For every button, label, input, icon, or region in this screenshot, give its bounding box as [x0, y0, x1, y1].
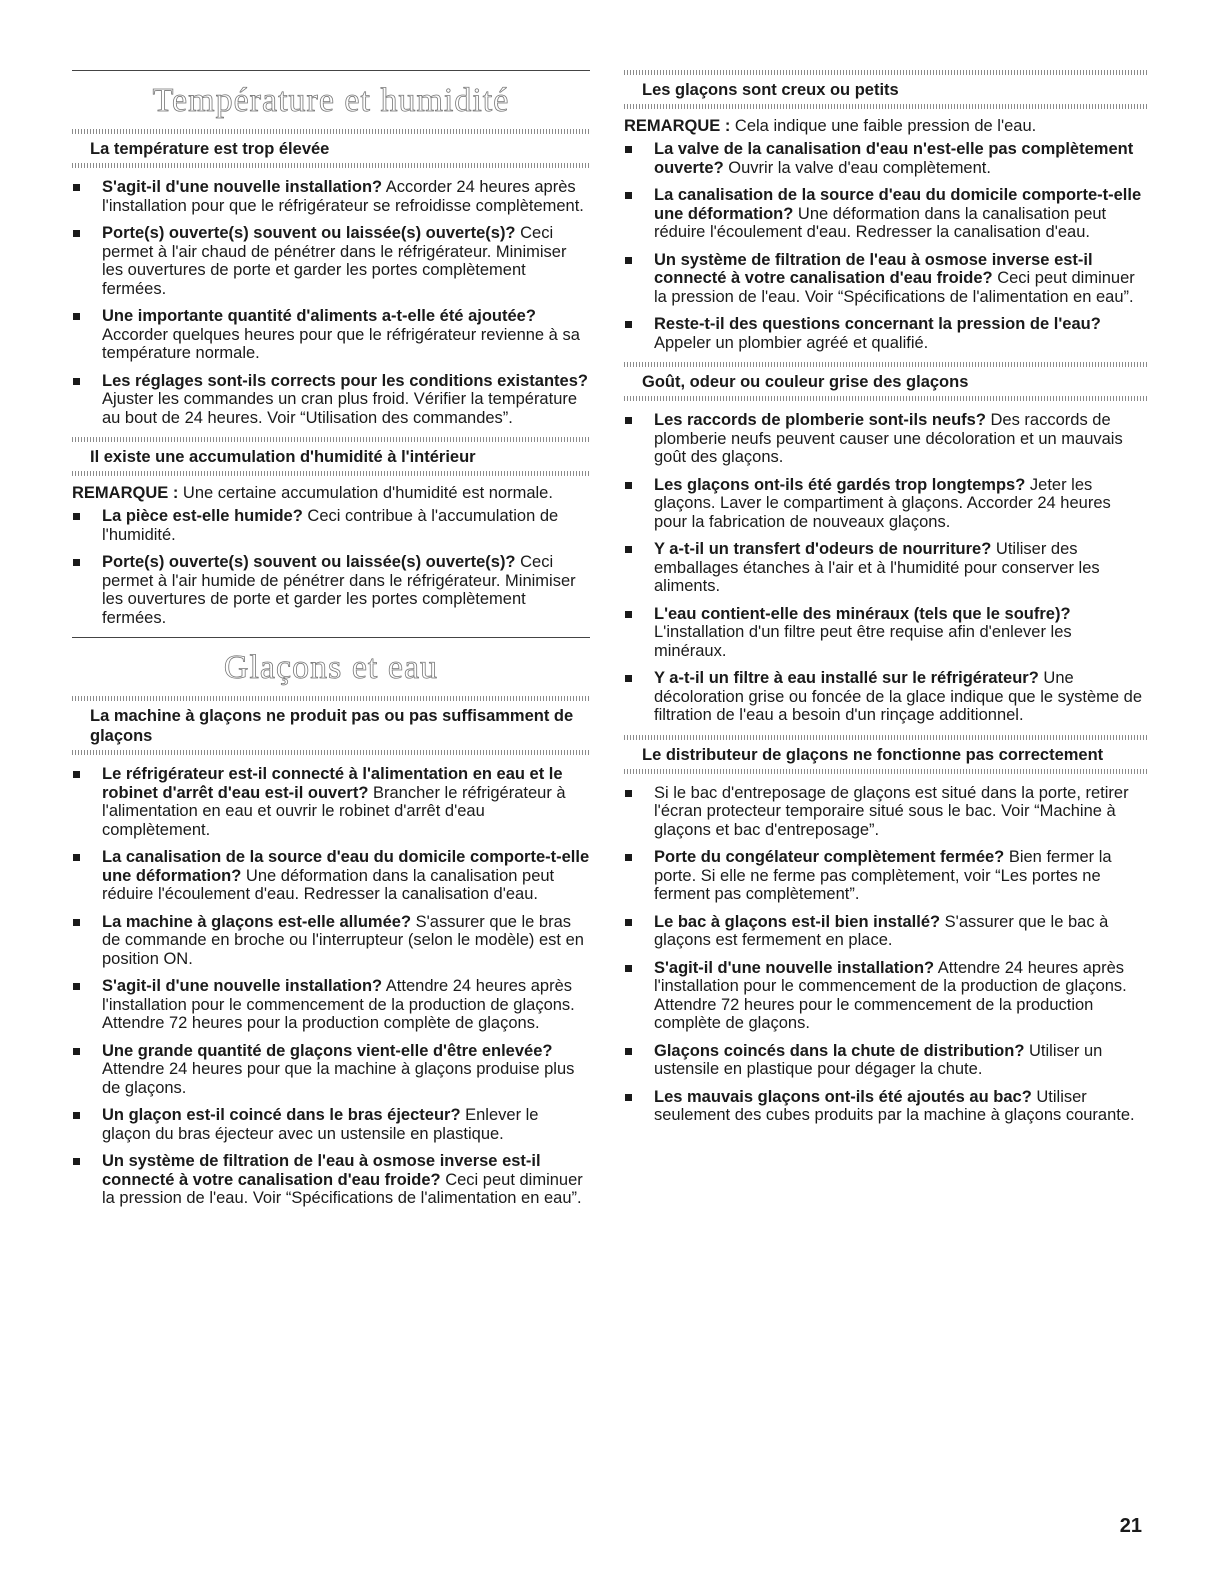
list-item — [72, 1106, 590, 1143]
subsection-hollow — [624, 70, 1148, 352]
item-question: Le bac à glaçons est-il bien installé? — [654, 912, 941, 931]
item-question: Les mauvais glaçons ont-ils été ajoutés au bac? — [654, 1087, 1032, 1106]
list-item — [624, 186, 1148, 242]
note-text: Une certaine accumulation d'humidité est normale. — [178, 484, 553, 502]
item-list — [72, 178, 590, 427]
item-list — [624, 784, 1148, 1125]
item-question: Les raccords de plomberie sont-ils neufs? — [654, 411, 986, 429]
list-item — [72, 1152, 590, 1208]
item-question: La valve de la canalisation d'eau n'est-elle pas complètement ouverte? — [654, 140, 1134, 177]
item-answer: Utiliser des emballages étanches à l'air et à l'humidité pour conserver les aliments. — [654, 540, 1100, 595]
subsection-heading: La machine à glaçons ne produit pas ou pas suffisamment de glaçons — [90, 707, 574, 745]
list-item — [72, 507, 590, 544]
item-question: Porte du congélateur complètement fermée? — [654, 848, 1005, 866]
item-list — [624, 411, 1148, 725]
note — [624, 117, 1148, 136]
item-answer: S'assurer que le bac à glaçons est fermement en place. — [654, 912, 1109, 949]
item-question: S'agit-il d'une nouvelle installation? — [654, 958, 935, 977]
item-answer: Une décoloration grise ou foncée de la glace indique que le système de filtration de l'eau a besoin d'un rinçage additionnel. — [654, 669, 1142, 724]
list-item — [624, 251, 1148, 307]
list-item — [624, 605, 1148, 661]
list-item — [72, 1042, 590, 1098]
subsection-humidity — [72, 437, 590, 627]
item-answer: Accorder 24 heures après l'installation pour que le réfrigérateur se refroidisse complètement. — [102, 178, 584, 215]
item-question: La pièce est-elle humide? — [102, 507, 303, 525]
item-question: Glaçons coincés dans la chute de distribution? — [654, 1041, 1025, 1060]
list-item — [624, 784, 1148, 840]
item-answer: Ouvrir la valve d'eau complètement. — [723, 158, 991, 177]
list-item — [72, 224, 590, 298]
list-item — [624, 315, 1148, 352]
item-answer: Des raccords de plomberie neufs peuvent causer une décoloration et un mauvais goût des glaçons. — [654, 411, 1123, 466]
subsection-heading: La température est trop élevée — [90, 140, 330, 158]
list-item — [624, 540, 1148, 596]
subsection-heading: Le distributeur de glaçons ne fonctionne pas correctement — [642, 745, 1104, 764]
item-question: S'agit-il d'une nouvelle installation? — [102, 977, 383, 995]
item-answer: Bien fermer la porte. Si elle ne ferme pas complètement, voir “Les portes ne ferment pas complètement”. — [654, 848, 1112, 903]
item-question: Porte(s) ouverte(s) souvent ou laissée(s) ouverte(s)? — [102, 224, 516, 242]
item-question: Un système de filtration de l'eau à osmose inverse est-il connecté à votre canalisation d'eau froide? — [102, 1152, 541, 1189]
list-item — [72, 372, 590, 428]
item-answer: Une déformation dans la canalisation peut réduire l'écoulement d'eau. Redresser la canalisation d'eau. — [654, 204, 1107, 241]
item-answer: Ceci contribue à l'accumulation de l'humidité. — [102, 507, 559, 544]
item-question: Une importante quantité d'aliments a-t-elle été ajoutée? — [102, 307, 536, 325]
section-title-ice: Glaçons et eau — [223, 649, 439, 686]
item-answer: Une déformation dans la canalisation peut réduire l'écoulement d'eau. Redresser la canalisation d'eau. — [102, 866, 555, 903]
item-question: Un système de filtration de l'eau à osmose inverse est-il connecté à votre canalisation d'eau froide? — [654, 250, 1093, 287]
list-item — [72, 553, 590, 627]
page-number: 21 — [1119, 1515, 1142, 1537]
item-answer: Utiliser seulement des cubes produits par la machine à glaçons courante. — [654, 1087, 1135, 1124]
item-list — [72, 765, 590, 1208]
list-item — [72, 977, 590, 1033]
item-question: La canalisation de la source d'eau du domicile comporte-t-elle une déformation? — [102, 848, 590, 885]
item-answer: Si le bac d'entreposage de glaçons est situé dans la porte, retirer l'écran protecteur temporaire situé sous le bac. Voir “Machine à glaçons et bac d'entreposage”. — [654, 783, 1129, 839]
list-item — [624, 848, 1148, 904]
subsection-heading: Les glaçons sont creux ou petits — [642, 81, 899, 99]
subsection-high-temp — [72, 129, 590, 427]
item-answer: Utiliser un ustensile en plastique pour dégager la chute. — [654, 1041, 1103, 1078]
item-question: La canalisation de la source d'eau du domicile comporte-t-elle une déformation? — [654, 186, 1142, 223]
subsection-taste — [624, 362, 1148, 725]
item-answer: Accorder quelques heures pour que le réfrigérateur revienne à sa température normale. — [102, 325, 580, 362]
section-title-temperature: Température et humidité — [152, 82, 510, 119]
item-answer: Attendre 24 heures après l'installation pour le commencement de la production de glaçons. Attendre 72 heures pour la production complète de glaçons. — [102, 977, 575, 1032]
list-item — [72, 913, 590, 969]
item-list — [624, 140, 1148, 352]
list-item — [72, 765, 590, 839]
item-answer: Ceci peut diminuer la pression de l'eau. Voir “Spécifications de l'alimentation en eau”. — [102, 1170, 583, 1207]
subsection-not-enough-ice — [72, 696, 590, 1208]
item-question: Une grande quantité de glaçons vient-elle d'être enlevée? — [102, 1041, 553, 1060]
item-question: Le réfrigérateur est-il connecté à l'alimentation en eau et le robinet d'arrêt d'eau est-il ouvert? — [102, 765, 563, 802]
note-label: REMARQUE : — [624, 117, 731, 135]
subsection-heading: Goût, odeur ou couleur grise des glaçons — [642, 373, 969, 391]
list-item — [624, 1042, 1148, 1079]
list-item — [624, 959, 1148, 1033]
item-answer: Appeler un plombier agréé et qualifié. — [654, 333, 929, 352]
right-column — [624, 70, 1148, 1135]
list-item — [72, 848, 590, 904]
item-answer: Attendre 24 heures pour que la machine à glaçons produise plus de glaçons. — [102, 1060, 575, 1097]
note — [72, 484, 590, 503]
item-question: Les glaçons ont-ils été gardés trop longtemps? — [654, 475, 1026, 494]
item-question: Reste-t-il des questions concernant la pression de l'eau? — [654, 315, 1101, 333]
list-item — [72, 178, 590, 215]
left-column — [72, 70, 590, 1218]
item-question: L'eau contient-elle des minéraux (tels que le soufre)? — [654, 604, 1071, 623]
item-answer: Ceci permet à l'air humide de pénétrer dans le réfrigérateur. Minimiser les ouvertures de porte et garder les portes complètement fermées. — [102, 553, 576, 627]
section-rule — [72, 637, 590, 638]
section-rule — [72, 70, 590, 71]
item-question: Y a-t-il un transfert d'odeurs de nourriture? — [654, 540, 992, 558]
item-answer: Ajuster les commandes un cran plus froid. Vérifier la température au bout de 24 heures. Voir “Utilisation des commandes”. — [102, 390, 578, 427]
item-answer: Brancher le réfrigérateur à l'alimentation en eau et ouvrir le robinet d'arrêt d'eau complètement. — [102, 783, 566, 839]
item-answer: Ceci peut diminuer la pression de l'eau. Voir “Spécifications de l'alimentation en eau”. — [654, 269, 1135, 306]
item-answer: Ceci permet à l'air chaud de pénétrer dans le réfrigérateur. Minimiser les ouvertures de porte et garder les portes complètement fermées. — [102, 224, 567, 298]
item-question: Porte(s) ouverte(s) souvent ou laissée(s) ouverte(s)? — [102, 553, 516, 571]
note-text: Cela indique une faible pression de l'eau. — [730, 117, 1037, 135]
list-item — [624, 411, 1148, 467]
item-question: S'agit-il d'une nouvelle installation? — [102, 178, 383, 196]
item-question: Y a-t-il un filtre à eau installé sur le réfrigérateur? — [654, 669, 1039, 687]
note-label: REMARQUE : — [72, 484, 179, 502]
list-item — [624, 913, 1148, 950]
item-list — [72, 507, 590, 627]
list-item — [624, 669, 1148, 725]
item-question: Un glaçon est-il coincé dans le bras éjecteur? — [102, 1106, 461, 1124]
item-answer: L'installation d'un filtre peut être requise afin d'enlever les minéraux. — [654, 623, 1072, 660]
item-question: Les réglages sont-ils corrects pour les conditions existantes? — [102, 371, 588, 390]
item-answer: Enlever le glaçon du bras éjecteur avec un ustensile en plastique. — [102, 1106, 539, 1143]
item-answer: S'assurer que le bras de commande en broche ou l'interrupteur (selon le modèle) est en position ON. — [102, 912, 584, 968]
subsection-dispenser — [624, 735, 1148, 1125]
list-item — [624, 1088, 1148, 1125]
list-item — [624, 476, 1148, 532]
list-item — [624, 140, 1148, 177]
subsection-heading: Il existe une accumulation d'humidité à l'intérieur — [90, 448, 476, 466]
list-item — [72, 307, 590, 363]
item-answer: Attendre 24 heures après l'installation pour le commencement de la production de glaçons. Attendre 72 heures pour le commencement de la production complète de glaçons. — [654, 958, 1127, 1032]
item-answer: Jeter les glaçons. Laver le compartiment à glaçons. Accorder 24 heures pour la fabrication de nouveaux glaçons. — [654, 475, 1111, 531]
item-question: La machine à glaçons est-elle allumée? — [102, 912, 412, 931]
